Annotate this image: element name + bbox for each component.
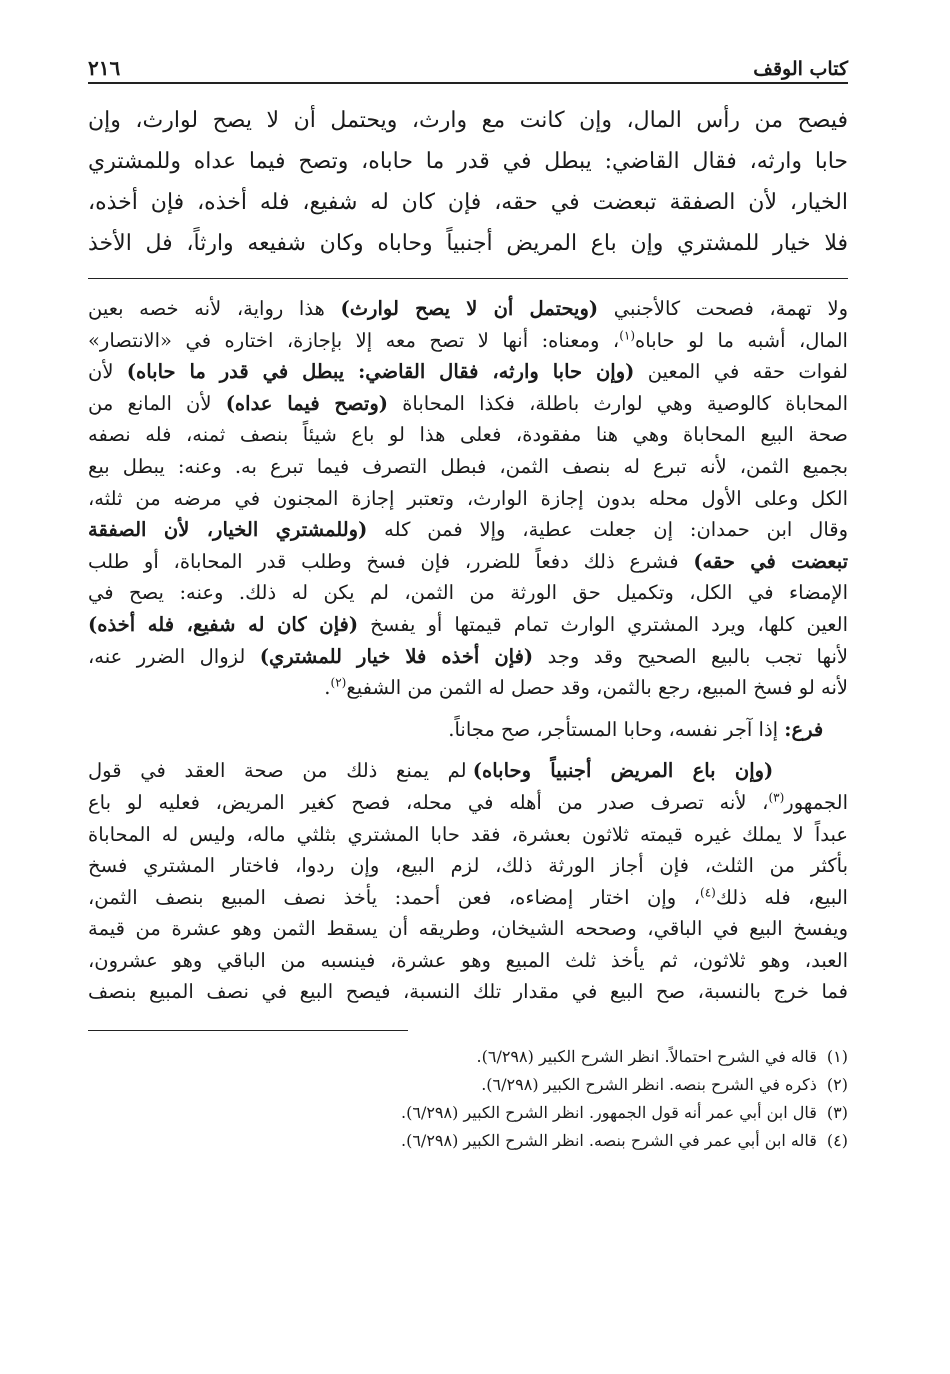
- quoted-matn: (وإن باع المريض أجنبياً وحاباه): [472, 759, 774, 783]
- commentary-text: ، ومعناه: أنها لا تصح معه إلا بإجازة، اختاره في «الانتصار»: [88, 328, 620, 352]
- main-text-line: الخيار، لأن الصفقة تبعضت في حقه، فإن كان له شفيع، فله أخذه، فإن أخذه،: [88, 190, 848, 215]
- commentary-line: فما خرج بالنسبة، صح البيع في مقدار تلك النسبة، فيصح البيع في نصف المبيع بنصف: [88, 980, 848, 1004]
- footnote-number: (٣): [826, 1103, 848, 1123]
- page-number: ٢١٦: [88, 56, 121, 80]
- commentary-text: لأنه لو فسخ المبيع، رجع بالثمن، وقد حصل له الثمن من الشفيع: [346, 676, 848, 700]
- commentary-line: [88, 755, 848, 787]
- main-text-line: حابا وارثه، فقال القاضي: يبطل في قدر ما حاباه، وتصح فيما عداه وللمشتري: [88, 149, 848, 174]
- footnote-ref: (٢): [330, 675, 347, 690]
- footnote-divider: [88, 1030, 408, 1031]
- commentary-line: عبداً لا يملك غيره قيمته ثلاثون بعشرة، فقد حابا المشتري بثلثي ماله، وليس له المحاباة: [88, 822, 848, 846]
- commentary-line: الإمضاء في الكل، وتكميل حق الورثة من الثمن، لم يكن له ذلك. وعنه: يصح في: [88, 581, 848, 605]
- commentary-text: العين كلها، ويرد المشتري الوارث تمام قيمتها أو يفسخ: [358, 612, 848, 636]
- commentary-line: [88, 325, 848, 357]
- quoted-matn: تبعضت في حقه): [693, 549, 849, 573]
- footnote-text: قال ابن أبي عمر أنه قول الجمهور. انظر الشرح الكبير (٦/٢٩٨).: [401, 1103, 817, 1123]
- footnote-number: (١): [826, 1047, 848, 1067]
- footnote-ref: (٣): [768, 790, 785, 805]
- branch-note: [88, 714, 848, 746]
- commentary-text: لزوال الضرر عنه،: [88, 644, 260, 668]
- text-divider: [88, 278, 848, 279]
- commentary: [88, 293, 848, 1008]
- book-page: [88, 52, 848, 1155]
- book-title: كتاب الوقف: [753, 58, 848, 80]
- commentary-line: [88, 672, 848, 704]
- quoted-matn: (فإن كان له شفيع، فله أخذه): [88, 612, 359, 636]
- commentary-text: لأن المانع من: [88, 391, 226, 415]
- branch-label: فرع:: [784, 717, 824, 741]
- commentary-text: لفوات حقه في المعين: [634, 360, 849, 384]
- commentary-text: البيع، فله ذلك: [715, 885, 848, 909]
- footnotes: [88, 1043, 848, 1155]
- main-text: [88, 100, 848, 264]
- commentary-line: بأكثر من الثلث، فإن أجاز الورثة ذلك، لزم البيع، وإن ردوا، فاختار المشتري فسخ: [88, 854, 848, 878]
- footnote: [88, 1043, 848, 1071]
- quoted-matn: (وإن حابا وارثه، فقال القاضي: يبطل في قدر ما حاباه): [126, 360, 635, 384]
- quoted-matn: (فإن أخذه فلا خيار للمشتري): [259, 644, 534, 668]
- commentary-line: ويفسخ البيع في الباقي، وصححه الشيخان، وطريقه أن يسقط الثمن وهو عشرة من قيمة: [88, 917, 848, 941]
- footnote: [88, 1127, 848, 1155]
- commentary-line: [88, 514, 848, 546]
- footnote-text: قاله في الشرح احتمالاً. انظر الشرح الكبير (٦/٢٩٨).: [476, 1047, 817, 1067]
- quoted-matn: (وللمشتري الخيار، لأن الصفقة: [88, 518, 368, 542]
- main-text-line: فيصح من رأس المال، وإن كانت مع وارث، ويحتمل أن لا يصح لوارث، وإن: [88, 108, 848, 133]
- commentary-text: لأن: [88, 360, 127, 384]
- commentary-line: [88, 787, 848, 819]
- commentary-text: إذا آجر نفسه، وحابا المستأجر، صح مجاناً.: [448, 717, 785, 741]
- commentary-line: صحة البيع المحاباة وهي هنا مفقودة، فعلى هذا لو باع شيئاً بنصف ثمنه، فله نصفه: [88, 423, 848, 447]
- footnote: [88, 1099, 848, 1127]
- commentary-text: وقال ابن حمدان: إن جعلت عطية، وإلا فمن كله: [367, 518, 848, 542]
- footnote-number: (٤): [826, 1131, 848, 1151]
- page-header: [88, 52, 848, 84]
- commentary-text: هذا رواية، لأنه خصه بعين: [88, 297, 341, 320]
- commentary-line: [88, 641, 848, 673]
- commentary-line: [88, 388, 848, 420]
- commentary-text: ، وإن اختار إمضاءه، فعن أحمد: يأخذ نصف المبيع بنصف الثمن،: [88, 885, 700, 909]
- commentary-line: بجميع الثمن، لأنه تبرع له بنصف الثمن، فبطل التصرف فيما تبرع به. وعنه: يبطل بيع: [88, 454, 848, 478]
- commentary-line: [88, 609, 848, 641]
- commentary-line: [88, 293, 848, 325]
- quoted-matn: (وتصح فيما عداه): [225, 391, 388, 415]
- main-text-line: فلا خيار للمشتري وإن باع المريض أجنبياً وحاباه وكان شفيعه وارثاً، فل الأخذ: [88, 231, 848, 256]
- commentary-text: المال، أشبه ما لو حاباه: [635, 328, 848, 352]
- commentary-text: ، لأنه تصرف صدر من أهله في محله، فصح كغير المريض، فعليه لو باع: [88, 790, 769, 814]
- commentary-text: لأنها تجب بالبيع الصحيح وقد وجد: [533, 644, 848, 668]
- commentary-text: فشرع ذلك دفعاً للضرر، فإن فسخ وطلب قدر المحاباة، أو طلب: [88, 549, 694, 573]
- footnote-ref: (١): [619, 328, 636, 343]
- commentary-line: [88, 882, 848, 914]
- footnote-number: (٢): [826, 1075, 848, 1095]
- commentary-text: لم يمنع ذلك من صحة العقد في قول: [88, 759, 473, 783]
- commentary-text: الجمهور: [784, 790, 848, 814]
- commentary-text: .: [324, 676, 331, 700]
- commentary-text: ولا تهمة، فصحت كالأجنبي: [598, 297, 848, 320]
- quoted-matn: (ويحتمل أن لا يصح لوارث): [340, 297, 599, 320]
- footnote-ref: (٤): [700, 885, 716, 900]
- footnote-text: قاله ابن أبي عمر في الشرح بنصه. انظر الشرح الكبير (٦/٢٩٨).: [401, 1131, 817, 1151]
- commentary-line: [88, 356, 848, 388]
- footnote-text: ذكره في الشرح بنصه. انظر الشرح الكبير (٦/٢٩٨).: [481, 1075, 817, 1095]
- footnote: [88, 1071, 848, 1099]
- commentary-line: العبد، وهو ثلاثون، ثم يأخذ ثلث المبيع وهو عشرة، فينسبه من الباقي وهو عشرون،: [88, 948, 848, 972]
- commentary-line: [88, 546, 848, 578]
- commentary-text: المحاباة كالوصية وهي لوارث باطلة، فكذا المحاباة: [388, 391, 848, 415]
- commentary-line: الكل وعلى الأول محله بدون إجازة الوارث، وتعتبر إجازة المجنون في مرضه من ثلثه،: [88, 486, 848, 510]
